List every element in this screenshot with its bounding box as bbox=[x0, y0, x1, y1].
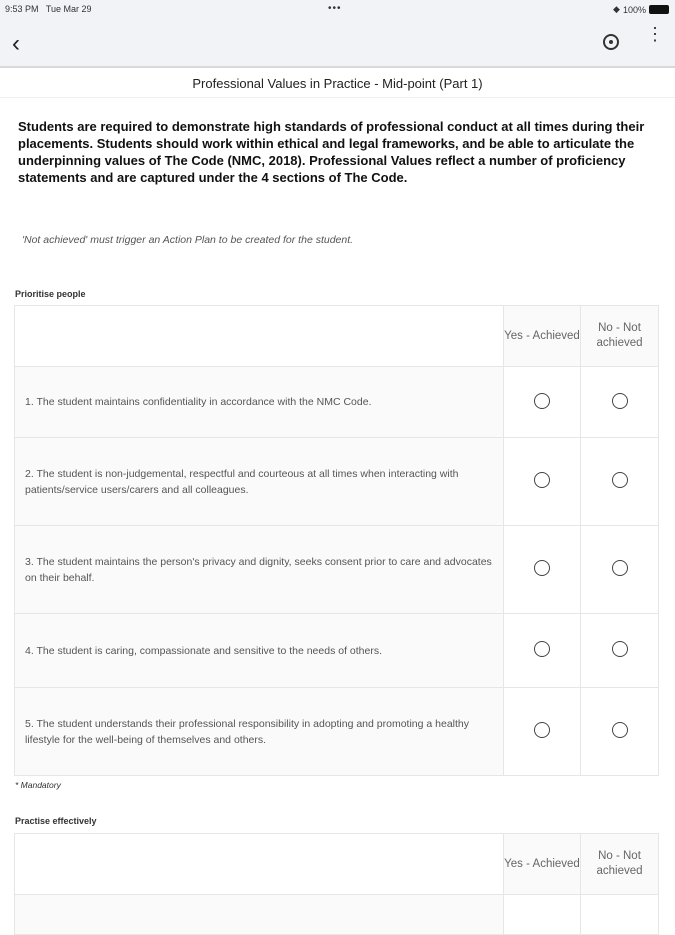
header-blank bbox=[15, 834, 504, 895]
no-radio[interactable] bbox=[612, 472, 628, 488]
item-text: 3. The student maintains the person's privacy and dignity, seeks consent prior to care and advocates on their behalf. bbox=[15, 526, 504, 614]
yes-radio[interactable] bbox=[534, 641, 550, 657]
status-time: 9:53 PM Tue Mar 29 bbox=[5, 4, 92, 14]
header-yes: Yes - Achieved bbox=[504, 834, 581, 895]
yes-radio[interactable] bbox=[534, 722, 550, 738]
table-row bbox=[15, 367, 659, 438]
header-yes: Yes - Achieved bbox=[504, 306, 581, 367]
header-blank bbox=[15, 306, 504, 367]
intro-text: Students are required to demonstrate high standards of professional conduct at all times during their placements. Students should work within ethical and legal frameworks, and be able to articulate the underpinning values of The Code (NMC, 2018). Professional Values reflect a number of proficiency statements and are captured under the 4 sections of The Code. bbox=[18, 119, 645, 185]
yes-radio[interactable] bbox=[534, 472, 550, 488]
prioritise-people-table bbox=[14, 305, 659, 776]
section-title: Practise effectively bbox=[15, 816, 97, 826]
item-text: 4. The student is caring, compassionate and sensitive to the needs of others. bbox=[15, 614, 504, 688]
practise-effectively-table bbox=[14, 833, 659, 935]
app-bar bbox=[0, 20, 675, 68]
history-icon[interactable] bbox=[603, 34, 619, 50]
no-radio[interactable] bbox=[612, 560, 628, 576]
battery-status: ◆ 100% bbox=[613, 4, 669, 15]
item-text: 1. The student maintains confidentiality in accordance with the NMC Code. bbox=[15, 367, 504, 438]
no-radio[interactable] bbox=[612, 393, 628, 409]
section-title: Prioritise people bbox=[15, 289, 86, 299]
no-radio[interactable] bbox=[612, 641, 628, 657]
status-bar bbox=[0, 0, 675, 20]
item-text: 5. The student understands their professional responsibility in adopting and promoting a healthy lifestyle for the well-being of themselves and others. bbox=[15, 688, 504, 776]
wifi-icon: ◆ bbox=[613, 4, 620, 14]
yes-radio[interactable] bbox=[534, 393, 550, 409]
header-no: No - Not achieved bbox=[581, 834, 659, 895]
item-text: 2. The student is non-judgemental, respectful and courteous at all times when interacting with patients/service users/carers and all colleagues. bbox=[15, 438, 504, 526]
table-row bbox=[15, 688, 659, 776]
table-row bbox=[15, 614, 659, 688]
more-options-button[interactable]: ⋮ bbox=[646, 24, 664, 44]
page-title: Professional Values in Practice - Mid-point (Part 1) bbox=[0, 70, 675, 98]
back-button[interactable]: ‹ bbox=[12, 30, 20, 57]
table-row bbox=[15, 526, 659, 614]
action-plan-note: 'Not achieved' must trigger an Action Plan to be created for the student. bbox=[22, 234, 354, 246]
battery-icon bbox=[649, 5, 669, 14]
header-no: No - Not achieved bbox=[581, 306, 659, 367]
multitask-dots[interactable]: ••• bbox=[328, 3, 342, 14]
no-radio[interactable] bbox=[612, 722, 628, 738]
table-row bbox=[15, 438, 659, 526]
yes-radio[interactable] bbox=[534, 560, 550, 576]
mandatory-note: * Mandatory bbox=[15, 780, 61, 790]
